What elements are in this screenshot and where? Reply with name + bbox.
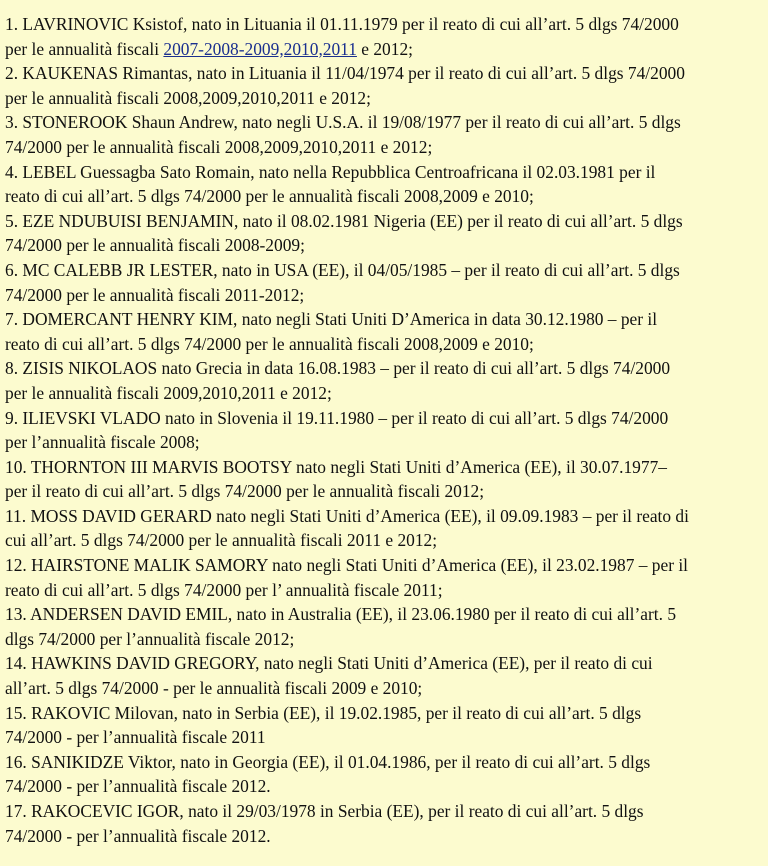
- list-item-4: [5, 160, 768, 209]
- line-text: e 2012;: [356, 38, 413, 59]
- list-item-line: 74/2000 - per l’annualità fiscale 2011: [5, 727, 266, 748]
- list-item-line: per il reato di cui all’art. 5 dlgs 74/2000 per le annualità fiscali 2012;: [5, 481, 485, 502]
- list-item-line: 74/2000 per le annualità fiscali 2008,2009,2010,2011 e 2012;: [5, 136, 433, 157]
- list-item-line: 16. SANIKIDZE Viktor, nato in Georgia (EE), il 01.04.1986, per il reato di cui all’art. 5 dlgs: [5, 751, 651, 772]
- list-item-line: reato di cui all’art. 5 dlgs 74/2000 per l’ annualità fiscale 2011;: [5, 579, 443, 600]
- list-item-13: [5, 602, 768, 651]
- list-item-14: [5, 651, 768, 700]
- list-item-line: 13. ANDERSEN DAVID EMIL, nato in Australia (EE), il 23.06.1980 per il reato di cui all’art. 5: [5, 604, 677, 625]
- list-item-10: [5, 455, 768, 504]
- list-item-line: per l’annualità fiscale 2008;: [5, 432, 200, 453]
- list-item-2: [5, 61, 768, 110]
- list-item-line: 15. RAKOVIC Milovan, nato in Serbia (EE), il 19.02.1985, per il reato di cui all’art. 5 dlgs: [5, 702, 642, 723]
- list-item-line: 5. EZE NDUBUISI BENJAMIN, nato il 08.02.1981 Nigeria (EE) per il reato di cui all’art. 5 dlgs: [5, 210, 683, 231]
- list-item-line: [5, 37, 768, 62]
- list-item-11: [5, 504, 768, 553]
- list-item-5: [5, 209, 768, 258]
- list-item-line: 74/2000 - per l’annualità fiscale 2012.: [5, 825, 271, 846]
- list-item-line: cui all’art. 5 dlgs 74/2000 per le annualità fiscali 2011 e 2012;: [5, 530, 438, 551]
- list-item-line: 12. HAIRSTONE MALIK SAMORY nato negli Stati Uniti d’America (EE), il 23.02.1987 – per il: [5, 555, 688, 576]
- list-item-line: 74/2000 per le annualità fiscali 2011-2012;: [5, 284, 305, 305]
- list-item-6: [5, 258, 768, 307]
- list-item-1: [5, 12, 768, 61]
- list-item-line: dlgs 74/2000 per l’annualità fiscale 2012;: [5, 628, 295, 649]
- list-item-line: 11. MOSS DAVID GERARD nato negli Stati Uniti d’America (EE), il 09.09.1983 – per il reato di: [5, 505, 689, 526]
- list-item-line: 1. LAVRINOVIC Ksistof, nato in Lituania il 01.11.1979 per il reato di cui all’art. 5 dlgs 74/2000: [5, 14, 679, 34]
- list-item-line: per le annualità fiscali 2008,2009,2010,2011 e 2012;: [5, 87, 371, 108]
- line-text: per le annualità fiscali: [5, 38, 164, 59]
- list-item-7: [5, 307, 768, 356]
- list-item-12: [5, 553, 768, 602]
- list-item-line: reato di cui all’art. 5 dlgs 74/2000 per le annualità fiscali 2008,2009 e 2010;: [5, 333, 534, 354]
- list-item-line: 14. HAWKINS DAVID GREGORY, nato negli Stati Uniti d’America (EE), per il reato di cui: [5, 653, 653, 674]
- list-item-line: 2. KAUKENAS Rimantas, nato in Lituania il 11/04/1974 per il reato di cui all’art. 5 dlgs 74/2000: [5, 63, 685, 84]
- list-item-line: 74/2000 per le annualità fiscali 2008-2009;: [5, 235, 305, 256]
- list-item-line: 7. DOMERCANT HENRY KIM, nato negli Stati Uniti D’America in data 30.12.1980 – per il: [5, 309, 658, 330]
- list-item-16: [5, 750, 768, 799]
- list-item-line: 9. ILIEVSKI VLADO nato in Slovenia il 19.11.1980 – per il reato di cui all’art. 5 dlgs 74/2000: [5, 407, 669, 428]
- list-item-line: 6. MC CALEBB JR LESTER, nato in USA (EE), il 04/05/1985 – per il reato di cui all’art. 5 dlgs: [5, 259, 680, 280]
- list-item-line: per le annualità fiscali 2009,2010,2011 e 2012;: [5, 382, 332, 403]
- list-item-line: 74/2000 - per l’annualità fiscale 2012.: [5, 776, 271, 797]
- list-item-line: reato di cui all’art. 5 dlgs 74/2000 per le annualità fiscali 2008,2009 e 2010;: [5, 186, 534, 207]
- list-item-line: 17. RAKOCEVIC IGOR, nato il 29/03/1978 in Serbia (EE), per il reato di cui all’art. 5 dlgs: [5, 801, 644, 821]
- list-item-15: [5, 701, 768, 750]
- list-item-9: [5, 406, 768, 455]
- list-item-17: [5, 799, 768, 848]
- list-item-line: 10. THORNTON III MARVIS BOOTSY nato negli Stati Uniti d’America (EE), il 30.07.1977–: [5, 456, 667, 477]
- years-link[interactable]: 2007-2008-2009,2010,2011: [163, 38, 357, 59]
- list-item-line: 3. STONEROOK Shaun Andrew, nato negli U.S.A. il 19/08/1977 per il reato di cui all’art. 5 dlgs: [5, 112, 681, 133]
- list-item-line: 8. ZISIS NIKOLAOS nato Grecia in data 16.08.1983 – per il reato di cui all’art. 5 dlgs 74/2000: [5, 358, 671, 379]
- list-item-line: 4. LEBEL Guessagba Sato Romain, nato nella Repubblica Centroafricana il 02.03.1981 per il: [5, 161, 656, 182]
- list-item-8: [5, 356, 768, 405]
- list-item-line: all’art. 5 dlgs 74/2000 - per le annualità fiscali 2009 e 2010;: [5, 678, 423, 699]
- list-item-3: [5, 110, 768, 159]
